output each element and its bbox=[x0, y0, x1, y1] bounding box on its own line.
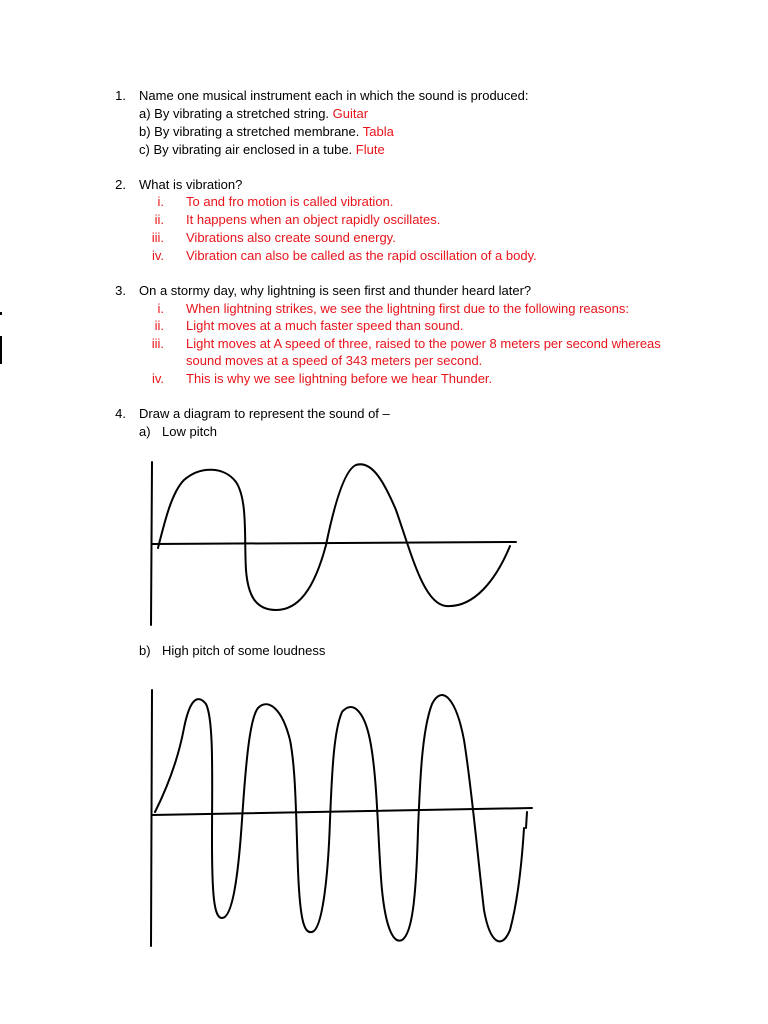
q4-part-b-label: b) bbox=[139, 643, 151, 658]
low-pitch-wave bbox=[158, 464, 510, 610]
q4-part-b-text: High pitch of some loudness bbox=[162, 643, 326, 658]
q3-answer-3-continued: sound moves at a speed of 343 meters per second. bbox=[186, 353, 483, 368]
high-pitch-wave bbox=[155, 695, 524, 941]
q1-part-a-text: a) By vibrating a stretched string. bbox=[139, 106, 330, 121]
q1-part-c-text: c) By vibrating air enclosed in a tube. bbox=[139, 142, 353, 157]
q2-answer-4-number: iv. bbox=[151, 248, 164, 263]
low-pitch-horizontal-axis bbox=[152, 542, 516, 544]
high-pitch-diagram bbox=[151, 690, 532, 946]
q3-answer-4: This is why we see lightning before we hear Thunder. bbox=[186, 371, 493, 386]
q3-answer-4-number: iv. bbox=[151, 371, 164, 386]
q2-answer-4: Vibration can also be called as the rapid oscillation of a body. bbox=[186, 248, 537, 263]
q3-answer-2-number: ii. bbox=[154, 318, 164, 333]
q3-number: 3. bbox=[115, 283, 126, 298]
q1-part-c-answer: Flute bbox=[355, 142, 385, 157]
q1-number: 1. bbox=[115, 88, 126, 103]
q3-answer-3-number: iii. bbox=[151, 336, 164, 351]
q3-answer-1: When lightning strikes, we see the lightning first due to the following reasons: bbox=[186, 301, 629, 316]
q2-answer-2-number: ii. bbox=[154, 212, 164, 227]
high-pitch-horizontal-axis bbox=[152, 808, 532, 815]
q4-part-a-text: Low pitch bbox=[162, 424, 217, 439]
q4-part-a-label: a) bbox=[139, 424, 151, 439]
q3-text: On a stormy day, why lightning is seen first and thunder heard later? bbox=[139, 283, 532, 298]
q2-answer-2: It happens when an object rapidly oscillates. bbox=[186, 212, 441, 227]
q2-answer-1: To and fro motion is called vibration. bbox=[186, 194, 394, 209]
high-pitch-vertical-axis bbox=[151, 690, 152, 946]
q4-number: 4. bbox=[115, 406, 126, 421]
q3-answer-1-number: i. bbox=[157, 301, 164, 316]
q1-text: Name one musical instrument each in which the sound is produced: bbox=[139, 88, 529, 103]
q2-answer-1-number: i. bbox=[157, 194, 164, 209]
q3-answer-3: Light moves at A speed of three, raised to the power 8 meters per second whereas bbox=[186, 336, 661, 351]
q2-text: What is vibration? bbox=[139, 177, 243, 192]
q2-answer-3: Vibrations also create sound energy. bbox=[186, 230, 396, 245]
q1-part-b-answer: Tabla bbox=[362, 124, 394, 139]
q2-number: 2. bbox=[115, 177, 126, 192]
q1-part-a-answer: Guitar bbox=[332, 106, 369, 121]
low-pitch-diagram bbox=[151, 462, 516, 625]
q3-answer-2: Light moves at a much faster speed than sound. bbox=[186, 318, 464, 333]
q4-text: Draw a diagram to represent the sound of – bbox=[139, 406, 390, 421]
q2-answer-3-number: iii. bbox=[151, 230, 164, 245]
q1-part-b-text: b) By vibrating a stretched membrane. bbox=[139, 124, 360, 139]
high-pitch-axis-tick bbox=[526, 812, 527, 828]
